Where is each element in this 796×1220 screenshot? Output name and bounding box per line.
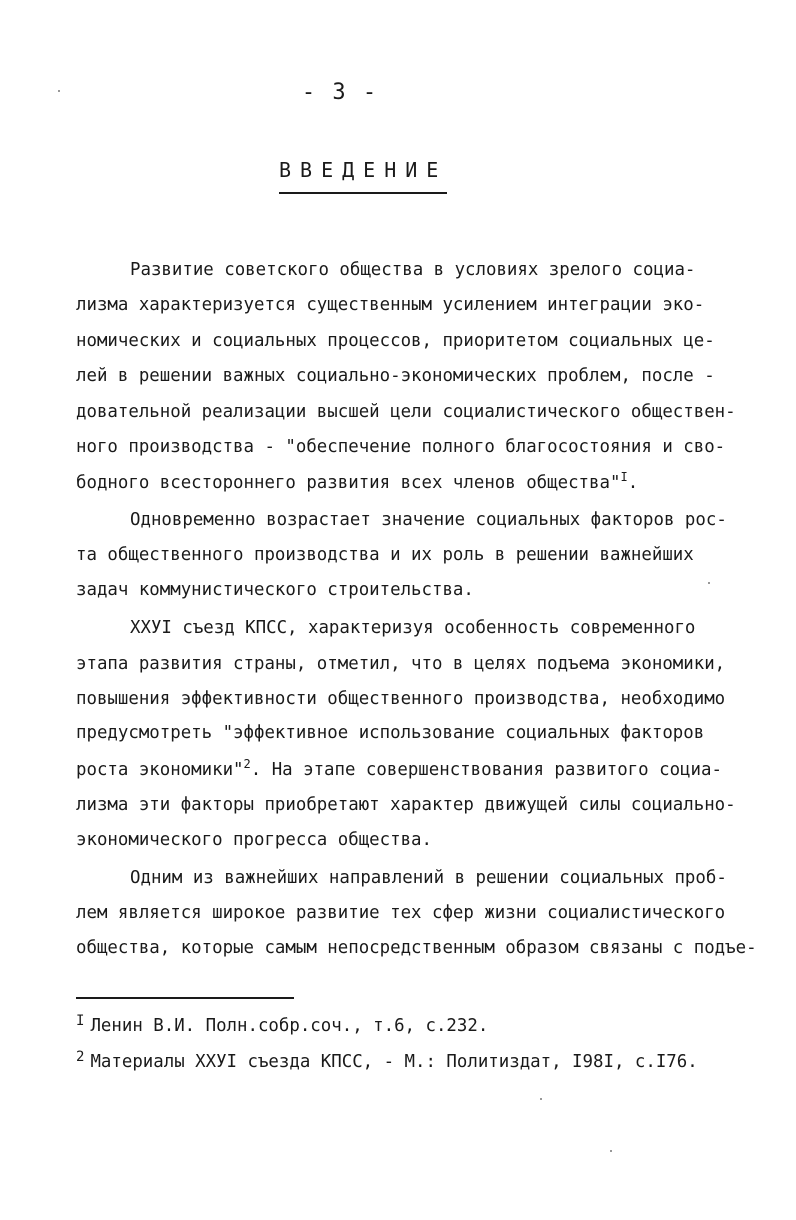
body-line: Одновременно возрастает значение социальных факторов рос- [130, 510, 727, 530]
body-line-text: роста экономики" [76, 760, 244, 780]
footnote-ref-1: I [620, 470, 628, 484]
body-line: довательной реализации высшей цели социалистического обществен- [76, 402, 736, 422]
page-title: ВВЕДЕНИЕ [279, 158, 447, 194]
scan-speck [540, 1098, 542, 1100]
body-line: лей в решении важных социально-экономических проблем, после - [76, 366, 715, 386]
body-line: Одним из важнейших направлений в решении социальных проб- [130, 868, 727, 888]
body-line: Развитие советского общества в условиях зрелого социа- [130, 260, 696, 280]
body-line: ного производства - "обеспечение полного благосостояния и сво- [76, 437, 726, 457]
page-number: - 3 - [301, 80, 379, 105]
body-line: задач коммунистического строительства. [76, 580, 474, 600]
footnote-2 [76, 1049, 698, 1072]
footnote-text: Ленин В.И. Полн.собр.соч., т.6, с.232. [90, 1016, 489, 1036]
footnote-mark: 2 [76, 1049, 85, 1065]
body-line: лизма эти факторы приобретают характер движущей силы социально- [76, 795, 736, 815]
body-line: ХХУI съезд КПСС, характеризуя особенность современного [130, 618, 696, 638]
body-line: номических и социальных процессов, приоритетом социальных це- [76, 331, 715, 351]
footnote-1 [76, 1013, 489, 1036]
body-line: этапа развития страны, отметил, что в целях подъема экономики, [76, 654, 726, 674]
scan-speck [610, 1150, 612, 1152]
body-line [76, 757, 722, 780]
footnote-text: Материалы ХХУI съезда КПСС, - М.: Политиздат, I98I, с.I76. [90, 1052, 698, 1072]
body-line: предусмотреть "эффективное использование социальных факторов [76, 723, 705, 743]
body-line-text: . На этапе совершенствования развитого социа- [250, 760, 722, 780]
scan-speck [708, 582, 710, 584]
body-line: экономического прогресса общества. [76, 830, 432, 850]
body-line: лем является широкое развитие тех сфер жизни социалистического [76, 903, 726, 923]
scan-speck [58, 90, 60, 92]
body-line: та общественного производства и их роль в решении важнейших [76, 545, 694, 565]
body-line: повышения эффективности общественного производства, необходимо [76, 689, 726, 709]
footnote-ref-2: 2 [243, 757, 251, 771]
body-line-text: бодного всестороннего развития всех членов общества" [76, 473, 621, 493]
footnote-divider [76, 997, 294, 999]
body-line: бодного всестороннего развития всех членов общества"$^I$. [76, 470, 639, 493]
body-line: общества, которые самым непосредственным образом связаны с подъе- [76, 938, 757, 958]
footnote-mark: I [76, 1013, 85, 1029]
body-line: лизма характеризуется существенным усилением интеграции эко- [76, 295, 705, 315]
